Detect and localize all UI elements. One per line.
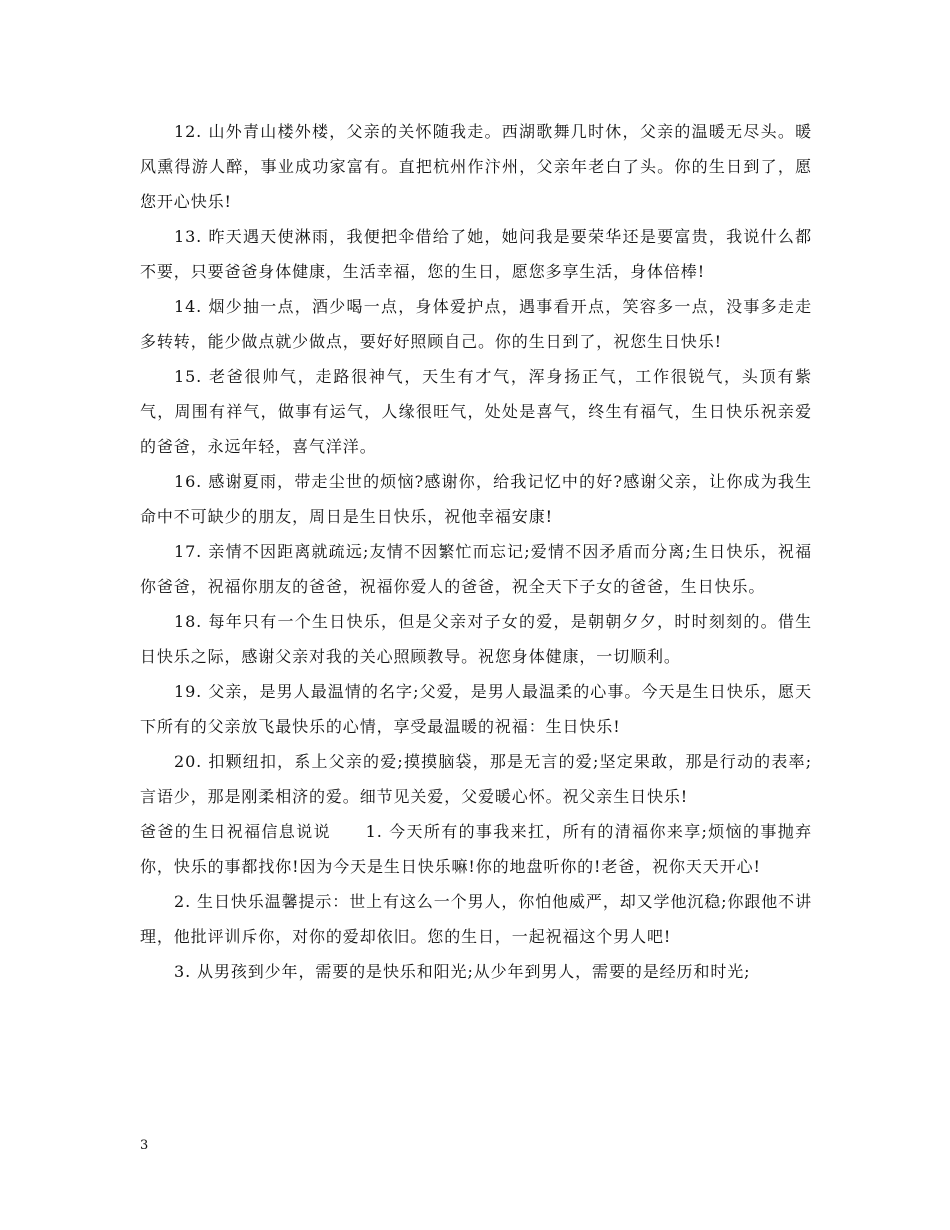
section-heading-paragraph-1: 爸爸的生日祝福信息说说 1. 今天所有的事我来扛，所有的清福你来享;烦恼的事抛弃你，快乐的事都找你!因为今天是生日快乐嘛!你的地盘听你的!老爸，祝你天天开心! — [140, 822, 812, 876]
page-number: 3 — [140, 1138, 149, 1153]
paragraph-16: 16. 感谢夏雨，带走尘世的烦恼?感谢你，给我记忆中的好?感谢父亲，让你成为我生命中不可缺少的朋友，周日是生日快乐，祝他幸福安康! — [140, 472, 812, 526]
paragraph-13: 13. 昨天遇天使淋雨，我便把伞借给了她，她问我是要荣华还是要富贵，我说什么都不要，只要爸爸身体健康，生活幸福，您的生日，愿您多享生活，身体倍棒! — [140, 227, 812, 281]
paragraph-20: 20. 扣颗纽扣，系上父亲的爱;摸摸脑袋，那是无言的爱;坚定果敢，那是行动的表率;言语少，那是刚柔相济的爱。细节见关爱，父爱暖心怀。祝父亲生日快乐! — [140, 752, 812, 806]
paragraph-15: 15. 老爸很帅气，走路很神气，天生有才气，浑身扬正气，工作很锐气，头顶有紫气，周围有祥气，做事有运气，人缘很旺气，处处是喜气，终生有福气，生日快乐祝亲爱的爸爸，永远年轻，喜气洋洋。 — [140, 367, 812, 456]
paragraph-17: 17. 亲情不因距离就疏远;友情不因繁忙而忘记;爱情不因矛盾而分离;生日快乐，祝福你爸爸，祝福你朋友的爸爸，祝福你爱人的爸爸，祝全天下子女的爸爸，生日快乐。 — [140, 542, 812, 596]
paragraph-2: 2. 生日快乐温馨提示：世上有这么一个男人，你怕他威严，却又学他沉稳;你跟他不讲理，他批评训斥你，对你的爱却依旧。您的生日，一起祝福这个男人吧! — [140, 892, 812, 946]
document-body — [140, 114, 812, 989]
paragraph-18: 18. 每年只有一个生日快乐，但是父亲对子女的爱，是朝朝夕夕，时时刻刻的。借生日快乐之际，感谢父亲对我的关心照顾教导。祝您身体健康，一切顺利。 — [140, 612, 812, 666]
paragraph-14: 14. 烟少抽一点，酒少喝一点，身体爱护点，遇事看开点，笑容多一点，没事多走走多转转，能少做点就少做点，要好好照顾自己。你的生日到了，祝您生日快乐! — [140, 297, 812, 351]
paragraph-19: 19. 父亲，是男人最温情的名字;父爱，是男人最温柔的心事。今天是生日快乐，愿天下所有的父亲放飞最快乐的心情，享受最温暖的祝福：生日快乐! — [140, 682, 812, 736]
paragraph-3: 3. 从男孩到少年，需要的是快乐和阳光;从少年到男人，需要的是经历和时光; — [174, 962, 751, 981]
paragraph-12: 12. 山外青山楼外楼，父亲的关怀随我走。西湖歌舞几时休，父亲的温暖无尽头。暖风熏得游人醉，事业成功家富有。直把杭州作汴州，父亲年老白了头。你的生日到了，愿您开心快乐! — [140, 122, 812, 211]
